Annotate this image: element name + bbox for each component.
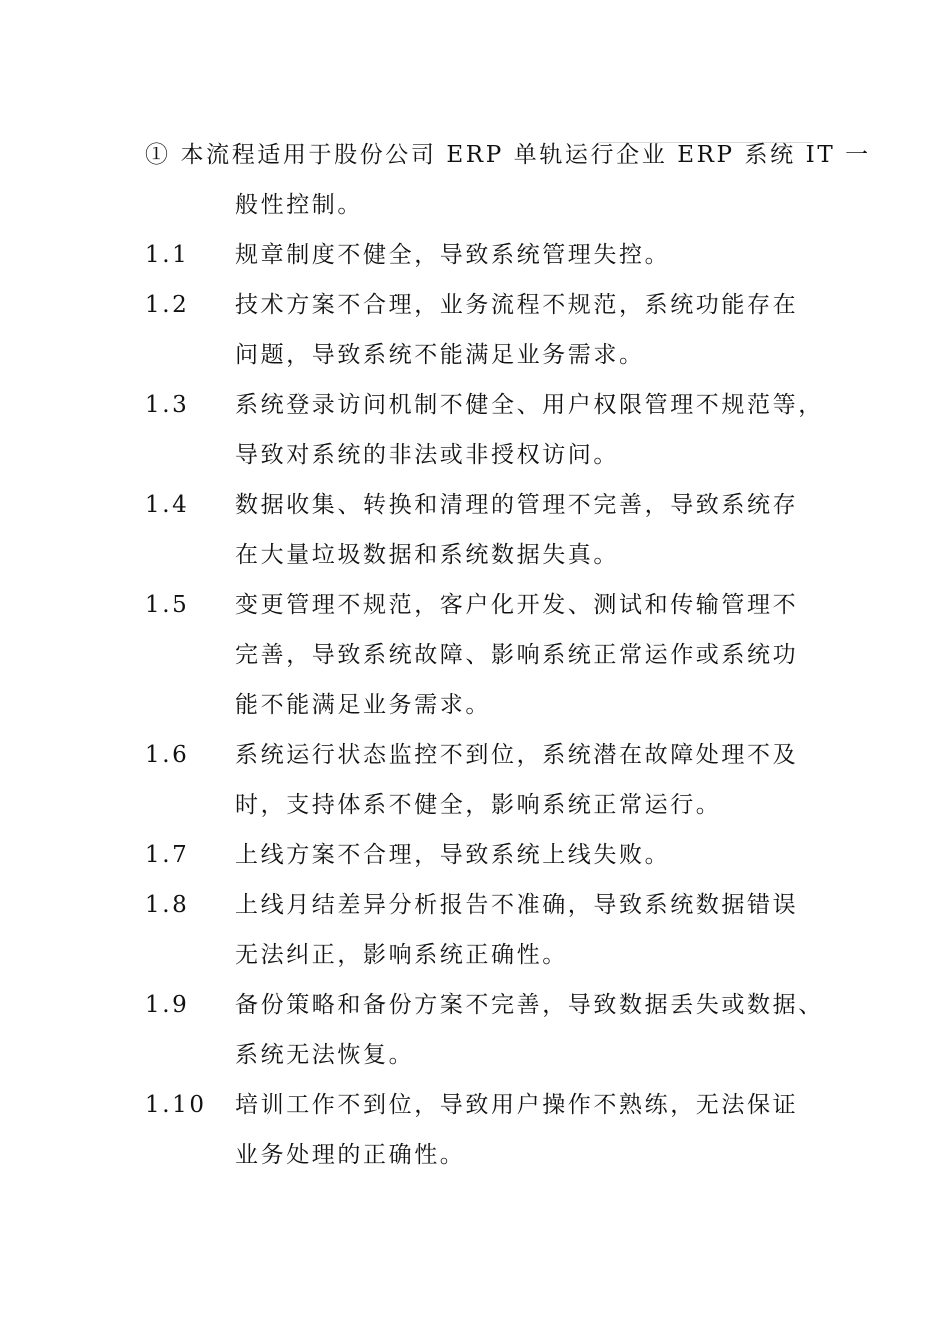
item-line: 无法纠正，影响系统正确性。 (235, 942, 568, 968)
item-line: 培训工作不到位，导致用户操作不熟练，无法保证 (235, 1092, 799, 1118)
intro-line: ① 本流程适用于股份公司 ERP 单轨运行企业 ERP 系统 IT 一 (145, 142, 871, 168)
item-text (235, 280, 815, 380)
intro-line: 般性控制。 (235, 192, 363, 218)
item-line: 系统无法恢复。 (235, 1042, 415, 1068)
list-item (145, 380, 825, 480)
item-line: 规章制度不健全，导致系统管理失控。 (235, 242, 671, 268)
item-line: 变更管理不规范，客户化开发、测试和传输管理不 (235, 592, 799, 618)
list-item (145, 280, 825, 380)
item-line: 能不能满足业务需求。 (235, 692, 491, 718)
item-line: 完善，导致系统故障、影响系统正常运作或系统功 (235, 642, 799, 668)
intro-paragraph (145, 130, 871, 230)
item-text (235, 830, 815, 880)
item-number: 1.3 (145, 392, 190, 418)
list-item (145, 230, 825, 280)
item-line: 业务处理的正确性。 (235, 1142, 466, 1168)
item-text (235, 580, 815, 730)
item-number: 1.6 (145, 742, 190, 768)
item-number: 1.4 (145, 492, 190, 518)
item-line: 系统登录访问机制不健全、用户权限管理不规范等， (235, 392, 824, 418)
item-text (235, 1080, 815, 1180)
item-line: 上线方案不合理，导致系统上线失败。 (235, 842, 671, 868)
item-line: 上线月结差异分析报告不准确，导致系统数据错误 (235, 892, 799, 918)
item-line: 导致对系统的非法或非授权访问。 (235, 442, 619, 468)
item-line: 系统运行状态监控不到位，系统潜在故障处理不及 (235, 742, 799, 768)
item-number: 1.5 (145, 592, 190, 618)
document-body (145, 130, 871, 1180)
item-line: 时，支持体系不健全，影响系统正常运行。 (235, 792, 722, 818)
list-item (145, 980, 825, 1080)
item-text (235, 730, 815, 830)
item-text (235, 880, 815, 980)
item-text (235, 380, 824, 480)
item-line: 技术方案不合理，业务流程不规范，系统功能存在 (235, 292, 799, 318)
item-line: 在大量垃圾数据和系统数据失真。 (235, 542, 619, 568)
item-text (235, 980, 824, 1080)
item-text (235, 480, 815, 580)
item-number: 1.7 (145, 842, 190, 868)
item-line: 问题，导致系统不能满足业务需求。 (235, 342, 645, 368)
item-number: 1.1 (145, 242, 190, 268)
list-item (145, 480, 825, 580)
item-line: 数据收集、转换和清理的管理不完善，导致系统存 (235, 492, 799, 518)
item-number: 1.2 (145, 292, 190, 318)
item-number: 1.8 (145, 892, 190, 918)
list-item (145, 730, 825, 830)
item-number: 1.9 (145, 992, 190, 1018)
item-number: 1.10 (145, 1092, 207, 1118)
list-item (145, 1080, 825, 1180)
list-item (145, 580, 825, 730)
item-line: 备份策略和备份方案不完善，导致数据丢失或数据、 (235, 992, 824, 1018)
item-text (235, 230, 815, 280)
list-item (145, 830, 825, 880)
list-item (145, 880, 825, 980)
